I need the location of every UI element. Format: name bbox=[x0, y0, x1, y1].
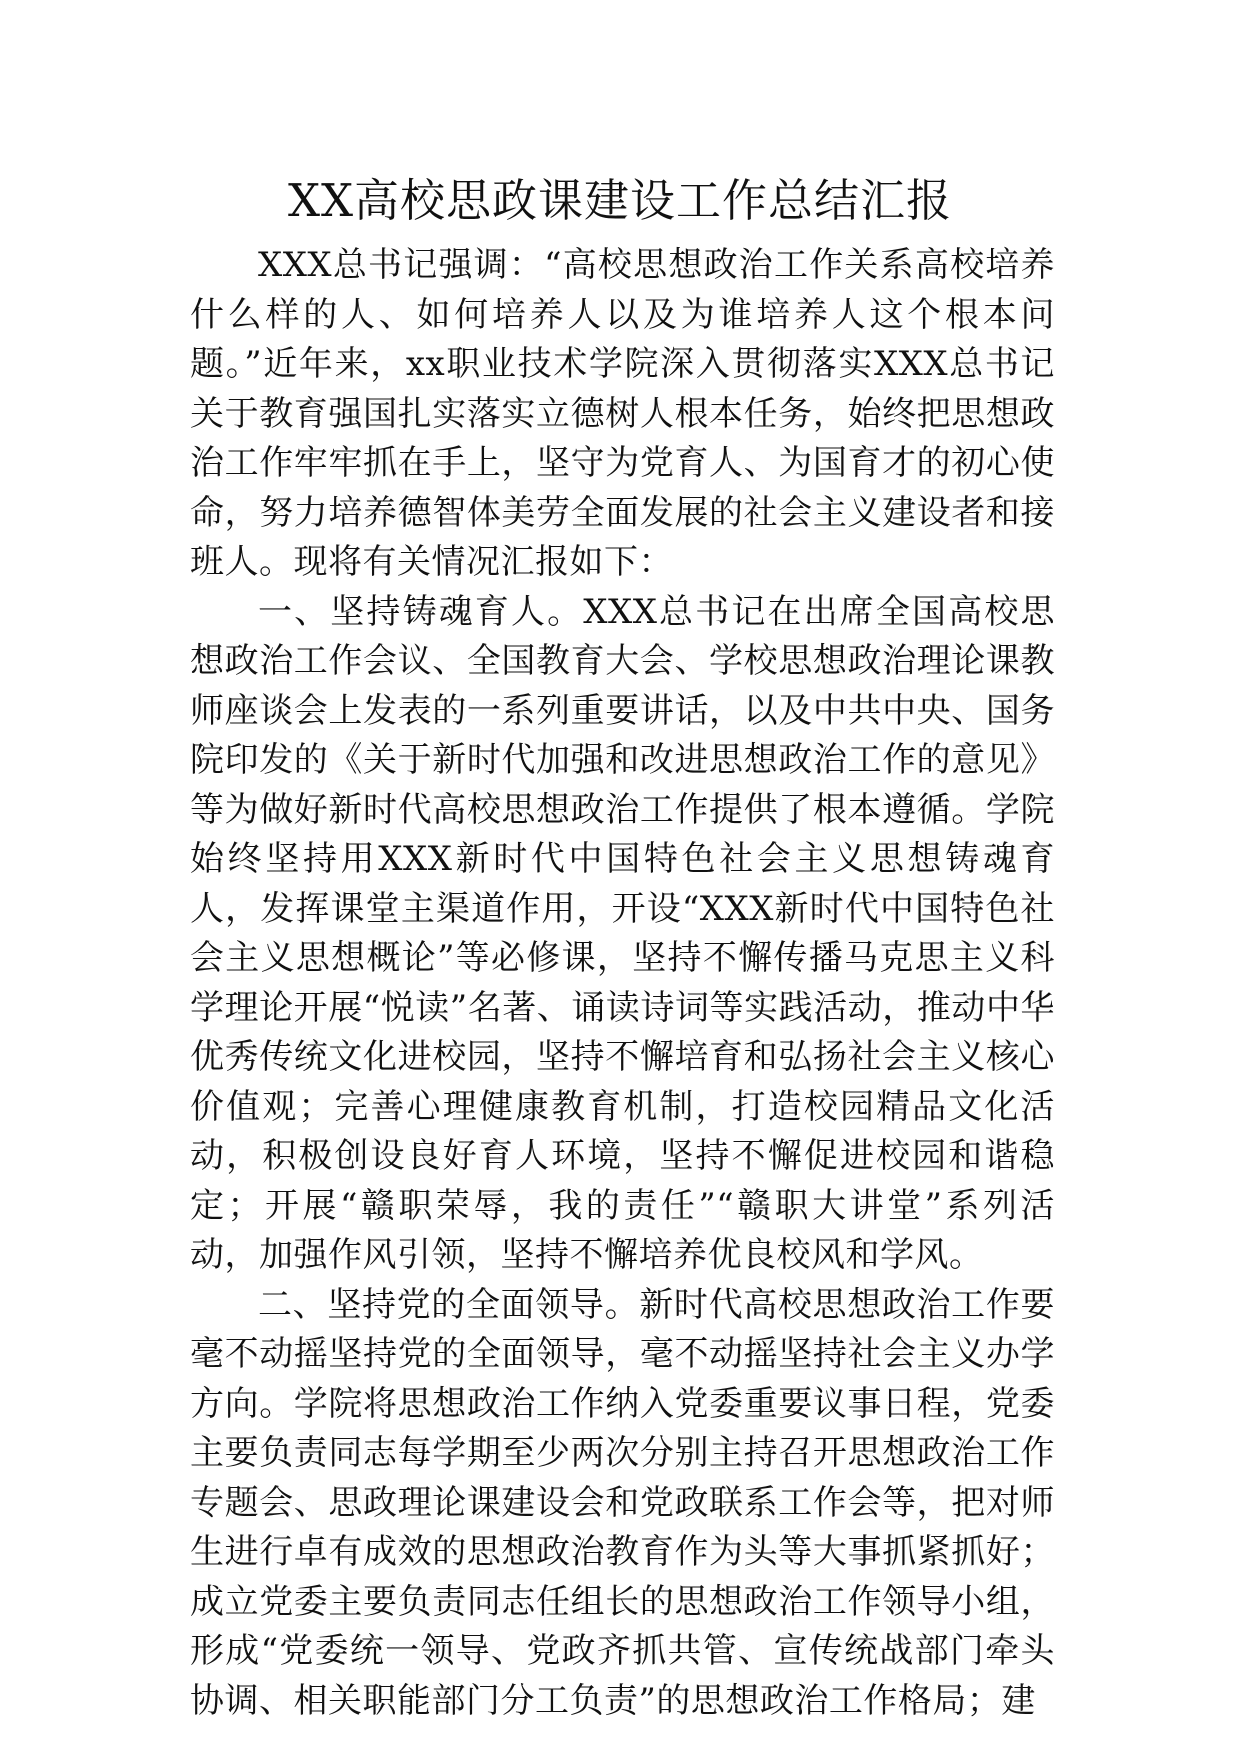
paragraph-section-2: 二、坚持党的全面领导。新时代高校思想政治工作要毫不动摇坚持党的全面领导，毫不动摇坚持社会主义办学方向。学院将思想政治工作纳入党委重要议事日程，党委主要负责同志每学期至少两次分别主持召开思想政治工作专题会、思政理论课建设会和党政联系工作会等，把对师生进行卓有成效的思想政治教育作为头等大事抓紧抓好；成立党委主要负责同志任组长的思想政治工作领导小组，形成“党委统一领导、党政齐抓共管、宣传统战部门牵头协调、相关职能部门分工负责”的思想政治工作格局；建 bbox=[190, 1284, 1055, 1721]
document-title: XX高校思政课建设工作总结汇报 bbox=[287, 174, 953, 227]
document-body bbox=[190, 241, 1055, 1726]
paragraph-intro: XXX总书记强调：“高校思想政治工作关系高校培养什么样的人、如何培养人以及为谁培养人这个根本问题。”近年来，xx职业技术学院深入贯彻落实XXX总书记关于教育强国扎实落实立德树人根本任务，始终把思想政治工作牢牢抓在手上，坚守为党育人、为国育才的初心使命，努力培养德智体美劳全面发展的社会主义建设者和接班人。现将有关情况汇报如下： bbox=[190, 245, 1055, 582]
paragraph-section-1: 一、坚持铸魂育人。XXX总书记在出席全国高校思想政治工作会议、全国教育大会、学校思想政治理论课教师座谈会上发表的一系列重要讲话，以及中共中央、国务院印发的《关于新时代加强和改进思想政治工作的意见》等为做好新时代高校思想政治工作提供了根本遵循。学院始终坚持用XXX新时代中国特色社会主义思想铸魂育人，发挥课堂主渠道作用，开设“XXX新时代中国特色社会主义思想概论”等必修课，坚持不懈传播马克思主义科学理论开展“悦读”名著、诵读诗词等实践活动，推动中华优秀传统文化进校园，坚持不懈培育和弘扬社会主义核心价值观；完善心理健康教育机制，打造校园精品文化活动，积极创设良好育人环境，坚持不懈促进校园和谐稳定；开展“赣职荣辱，我的责任”“赣职大讲堂”系列活动，加强作风引领，坚持不懈培养优良校风和学风。 bbox=[190, 591, 1055, 1275]
